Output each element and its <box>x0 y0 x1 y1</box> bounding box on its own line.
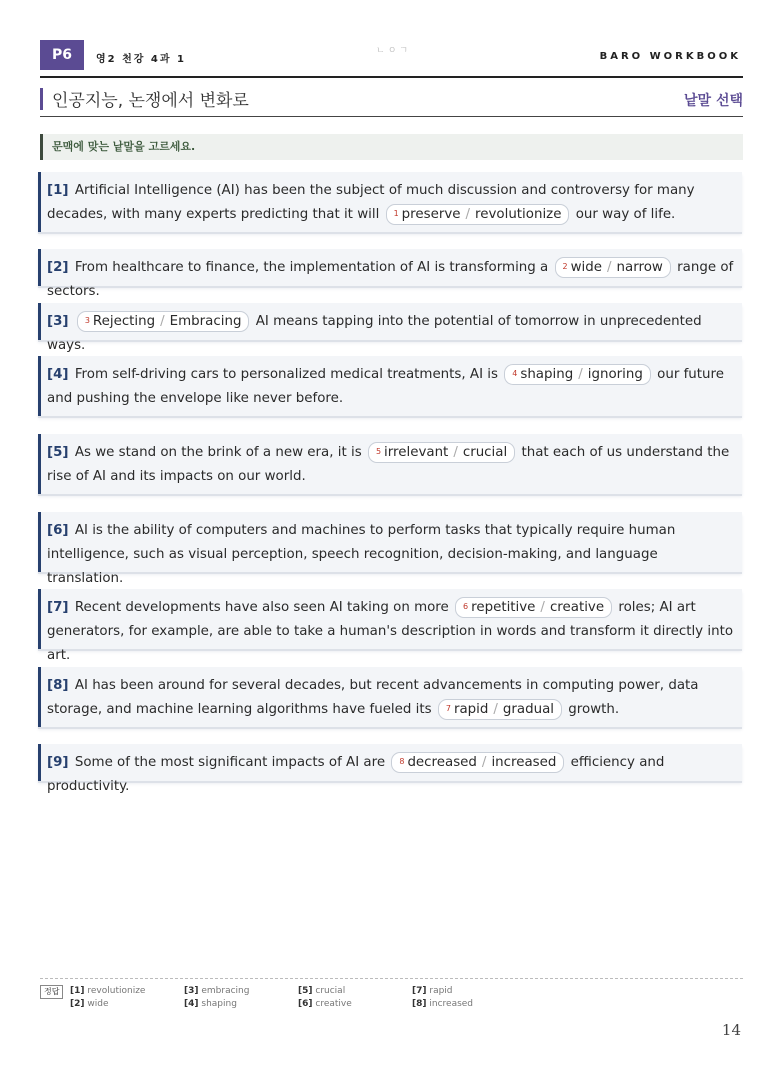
question-text-after: that each of us understand the rise of AI and its impacts on our world. <box>47 445 730 484</box>
question-text-before: From self-driving cars to personalized medical treatments, AI is <box>74 367 498 382</box>
word-choice-2[interactable] <box>555 257 671 278</box>
word-choice-7[interactable] <box>438 699 562 720</box>
choice-number: 2 <box>562 262 568 271</box>
question-text-before: Some of the most significant impacts of AI are <box>74 755 386 770</box>
word-choice-5[interactable] <box>368 442 515 463</box>
lesson-label: 영2 천강 4과 1 <box>96 54 186 65</box>
answer-item: [4] shaping <box>184 999 237 1009</box>
choice-number: 5 <box>375 447 382 456</box>
answer-item: [3] embracing <box>184 986 250 996</box>
page-number: 14 <box>721 1021 741 1039</box>
choice-option-a[interactable]: shaping <box>520 367 574 382</box>
choice-option-b[interactable]: increased <box>491 755 557 770</box>
answer-item: [2] wide <box>70 999 109 1009</box>
question-text: AI is the ability of computers and machines to perform tasks that typically require human intelligence, such as visual perception, speech recognition, decision-making, and language translation. <box>47 523 676 586</box>
question-number: [6] <box>47 523 69 538</box>
answers-divider <box>40 978 743 979</box>
answer-item: [5] crucial <box>298 986 346 996</box>
question-5 <box>38 434 742 494</box>
choice-option-b[interactable]: narrow <box>616 260 663 275</box>
choice-option-a[interactable]: rapid <box>453 702 489 717</box>
question-text-after: growth. <box>568 702 620 717</box>
question-text-before: AI has been around for several decades, but recent advancements in computing power, data storage, and machine learning algorithms have fueled its <box>47 678 699 717</box>
question-8 <box>38 667 742 727</box>
answer-column <box>298 985 410 1011</box>
choice-separator: / <box>493 702 498 717</box>
choice-separator: / <box>465 207 471 222</box>
choice-option-a[interactable]: repetitive <box>471 600 536 615</box>
choice-option-a[interactable]: preserve <box>401 207 461 222</box>
choice-option-a[interactable]: decreased <box>407 755 477 770</box>
answer-item: [6] creative <box>298 999 352 1009</box>
question-text-after: our way of life. <box>575 207 676 222</box>
answer-column <box>184 985 296 1011</box>
question-text-before: From healthcare to finance, the implementation of AI is transforming a <box>74 260 549 275</box>
choice-number: 8 <box>399 757 405 766</box>
choice-number: 1 <box>393 209 399 218</box>
choice-option-b[interactable]: Embracing <box>169 314 242 329</box>
question-2 <box>38 249 742 299</box>
question-number: [9] <box>47 755 69 770</box>
question-number: [5] <box>47 445 69 460</box>
question-text-after: our future and pushing the envelope like never before. <box>47 367 724 406</box>
title-rule <box>40 116 743 117</box>
title-accent-bar <box>40 88 43 110</box>
page-header <box>40 40 743 76</box>
question-number: [2] <box>47 260 69 275</box>
choice-option-a[interactable]: irrelevant <box>384 445 449 460</box>
question-1 <box>38 172 742 232</box>
question-text-after: AI means tapping into the potential of tomorrow in unprecedented ways. <box>47 314 702 353</box>
choice-separator: / <box>578 367 583 382</box>
exercise-mode-label: 낱말 선택 <box>684 93 743 109</box>
question-number: [3] <box>47 314 69 329</box>
brand-label: BARO WORKBOOK <box>599 51 741 62</box>
question-text-after: range of sectors. <box>47 260 734 299</box>
instruction-box: 문맥에 맞는 낱말을 고르세요. <box>40 134 743 160</box>
question-number: [1] <box>47 183 69 198</box>
question-number: [4] <box>47 367 69 382</box>
question-3 <box>38 303 742 353</box>
answer-item: [7] rapid <box>412 986 453 996</box>
answer-column <box>70 985 182 1011</box>
choice-option-b[interactable]: gradual <box>502 702 555 717</box>
choice-number: 4 <box>512 369 518 378</box>
question-text-before: Recent developments have also seen AI taking on more <box>74 600 449 615</box>
question-text-before: Artificial Intelligence (AI) has been the subject of much discussion and controversy for many decades, with many experts predicting that it will <box>47 183 695 222</box>
question-text-after: roles; AI art generators, for example, are able to take a human's description in words and transform it directly into art. <box>47 600 734 663</box>
answer-item: [1] revolutionize <box>70 986 146 996</box>
choice-option-b[interactable]: creative <box>549 600 605 615</box>
word-choice-8[interactable] <box>391 752 564 773</box>
question-text-before: As we stand on the brink of a new era, it is <box>74 445 362 460</box>
title-row <box>40 86 743 116</box>
header-mark: ㄴㅇㄱ <box>376 46 412 56</box>
choice-number: 3 <box>84 316 90 325</box>
header-rule <box>40 76 743 78</box>
choice-option-a[interactable]: wide <box>570 260 603 275</box>
choice-option-b[interactable]: ignoring <box>587 367 643 382</box>
answer-key-label: 정답 <box>40 985 63 999</box>
choice-number: 7 <box>445 704 451 713</box>
word-choice-6[interactable] <box>455 597 612 618</box>
question-4 <box>38 356 742 416</box>
word-choice-3[interactable] <box>77 311 250 332</box>
choice-option-b[interactable]: crucial <box>462 445 508 460</box>
choice-separator: / <box>540 600 545 615</box>
answer-item: [8] increased <box>412 999 474 1009</box>
answer-column <box>412 985 524 1011</box>
page-badge: P6 <box>40 40 84 70</box>
question-number: [8] <box>47 678 69 693</box>
question-number: [7] <box>47 600 69 615</box>
choice-separator: / <box>453 445 458 460</box>
choice-option-b[interactable]: revolutionize <box>475 207 562 222</box>
question-7 <box>38 589 742 663</box>
page-title: 인공지능, 논쟁에서 변화로 <box>52 91 249 111</box>
answer-key <box>40 985 743 1025</box>
word-choice-4[interactable] <box>504 364 651 385</box>
question-9 <box>38 744 742 794</box>
choice-separator: / <box>607 260 612 275</box>
choice-number: 6 <box>463 602 469 611</box>
question-6 <box>38 512 742 586</box>
choice-separator: / <box>160 314 165 329</box>
choice-option-a[interactable]: Rejecting <box>92 314 156 329</box>
choice-separator: / <box>481 755 487 770</box>
question-text-after: efficiency and productivity. <box>47 755 665 794</box>
word-choice-1[interactable] <box>386 204 570 225</box>
